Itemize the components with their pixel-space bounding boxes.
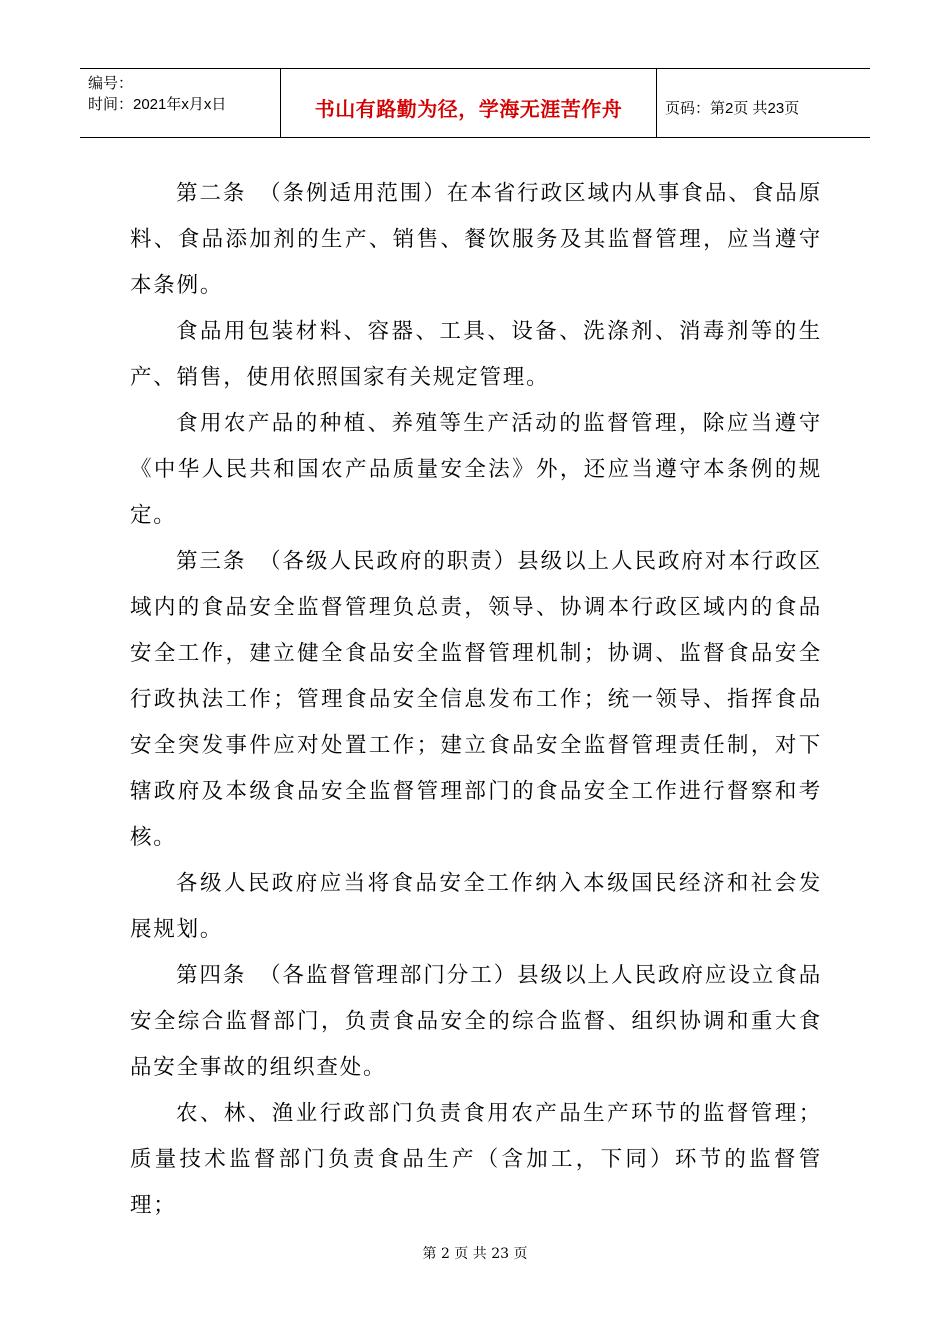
header-page-info: 页码：第2页 共23页: [665, 99, 800, 117]
document-body: [130, 171, 822, 1229]
header-motto: 书山有路勤为径，学海无涯苦作舟: [314, 96, 623, 121]
document-number-label: 编号：: [88, 75, 134, 92]
page-header: [80, 68, 870, 138]
paragraph-agricultural-products: 食用农产品的种植、养殖等生产活动的监督管理，除应当遵守《中华人民共和国农产品质量安全法》外，还应当遵守本条例的规定。: [130, 411, 822, 528]
paragraph-article-4: 第四条 （各监督管理部门分工）县级以上人民政府应设立食品安全综合监督部门，负责食品安全的综合监督、组织协调和重大食品安全事故的组织查处。: [130, 963, 822, 1080]
header-page-info-cell: [657, 69, 870, 137]
paragraph-department-division: 农、林、渔业行政部门负责食用农产品生产环节的监督管理；质量技术监督部门负责食品生产（含加工，下同）环节的监督管理；: [130, 1101, 822, 1218]
paragraph-development-planning: 各级人民政府应当将食品安全工作纳入本级国民经济和社会发展规划。: [130, 871, 822, 942]
footer-page-number: 第 2 页 共 23 页: [422, 1246, 528, 1262]
paragraph-article-3: 第三条 （各级人民政府的职责）县级以上人民政府对本行政区域内的食品安全监督管理负总责，领导、协调本行政区域内的食品安全工作，建立健全食品安全监督管理机制；协调、监督食品安全行政执法工作；管理食品安全信息发布工作；统一领导、指挥食品安全突发事件应对处置工作；建立食品安全监督管理责任制，对下辖政府及本级食品安全监督管理部门的食品安全工作进行督察和考核。: [130, 549, 822, 850]
document-time-label: 时间：2021年x月x日: [88, 96, 227, 113]
paragraph-packaging: 食品用包装材料、容器、工具、设备、洗涤剂、消毒剂等的生产、销售，使用依照国家有关规定管理。: [130, 319, 822, 390]
page-footer: [0, 1243, 950, 1263]
paragraph-article-2: 第二条 （条例适用范围）在本省行政区域内从事食品、食品原料、食品添加剂的生产、销售、餐饮服务及其监督管理，应当遵守本条例。: [130, 181, 822, 298]
header-meta: [80, 69, 281, 137]
header-motto-cell: [281, 69, 657, 137]
